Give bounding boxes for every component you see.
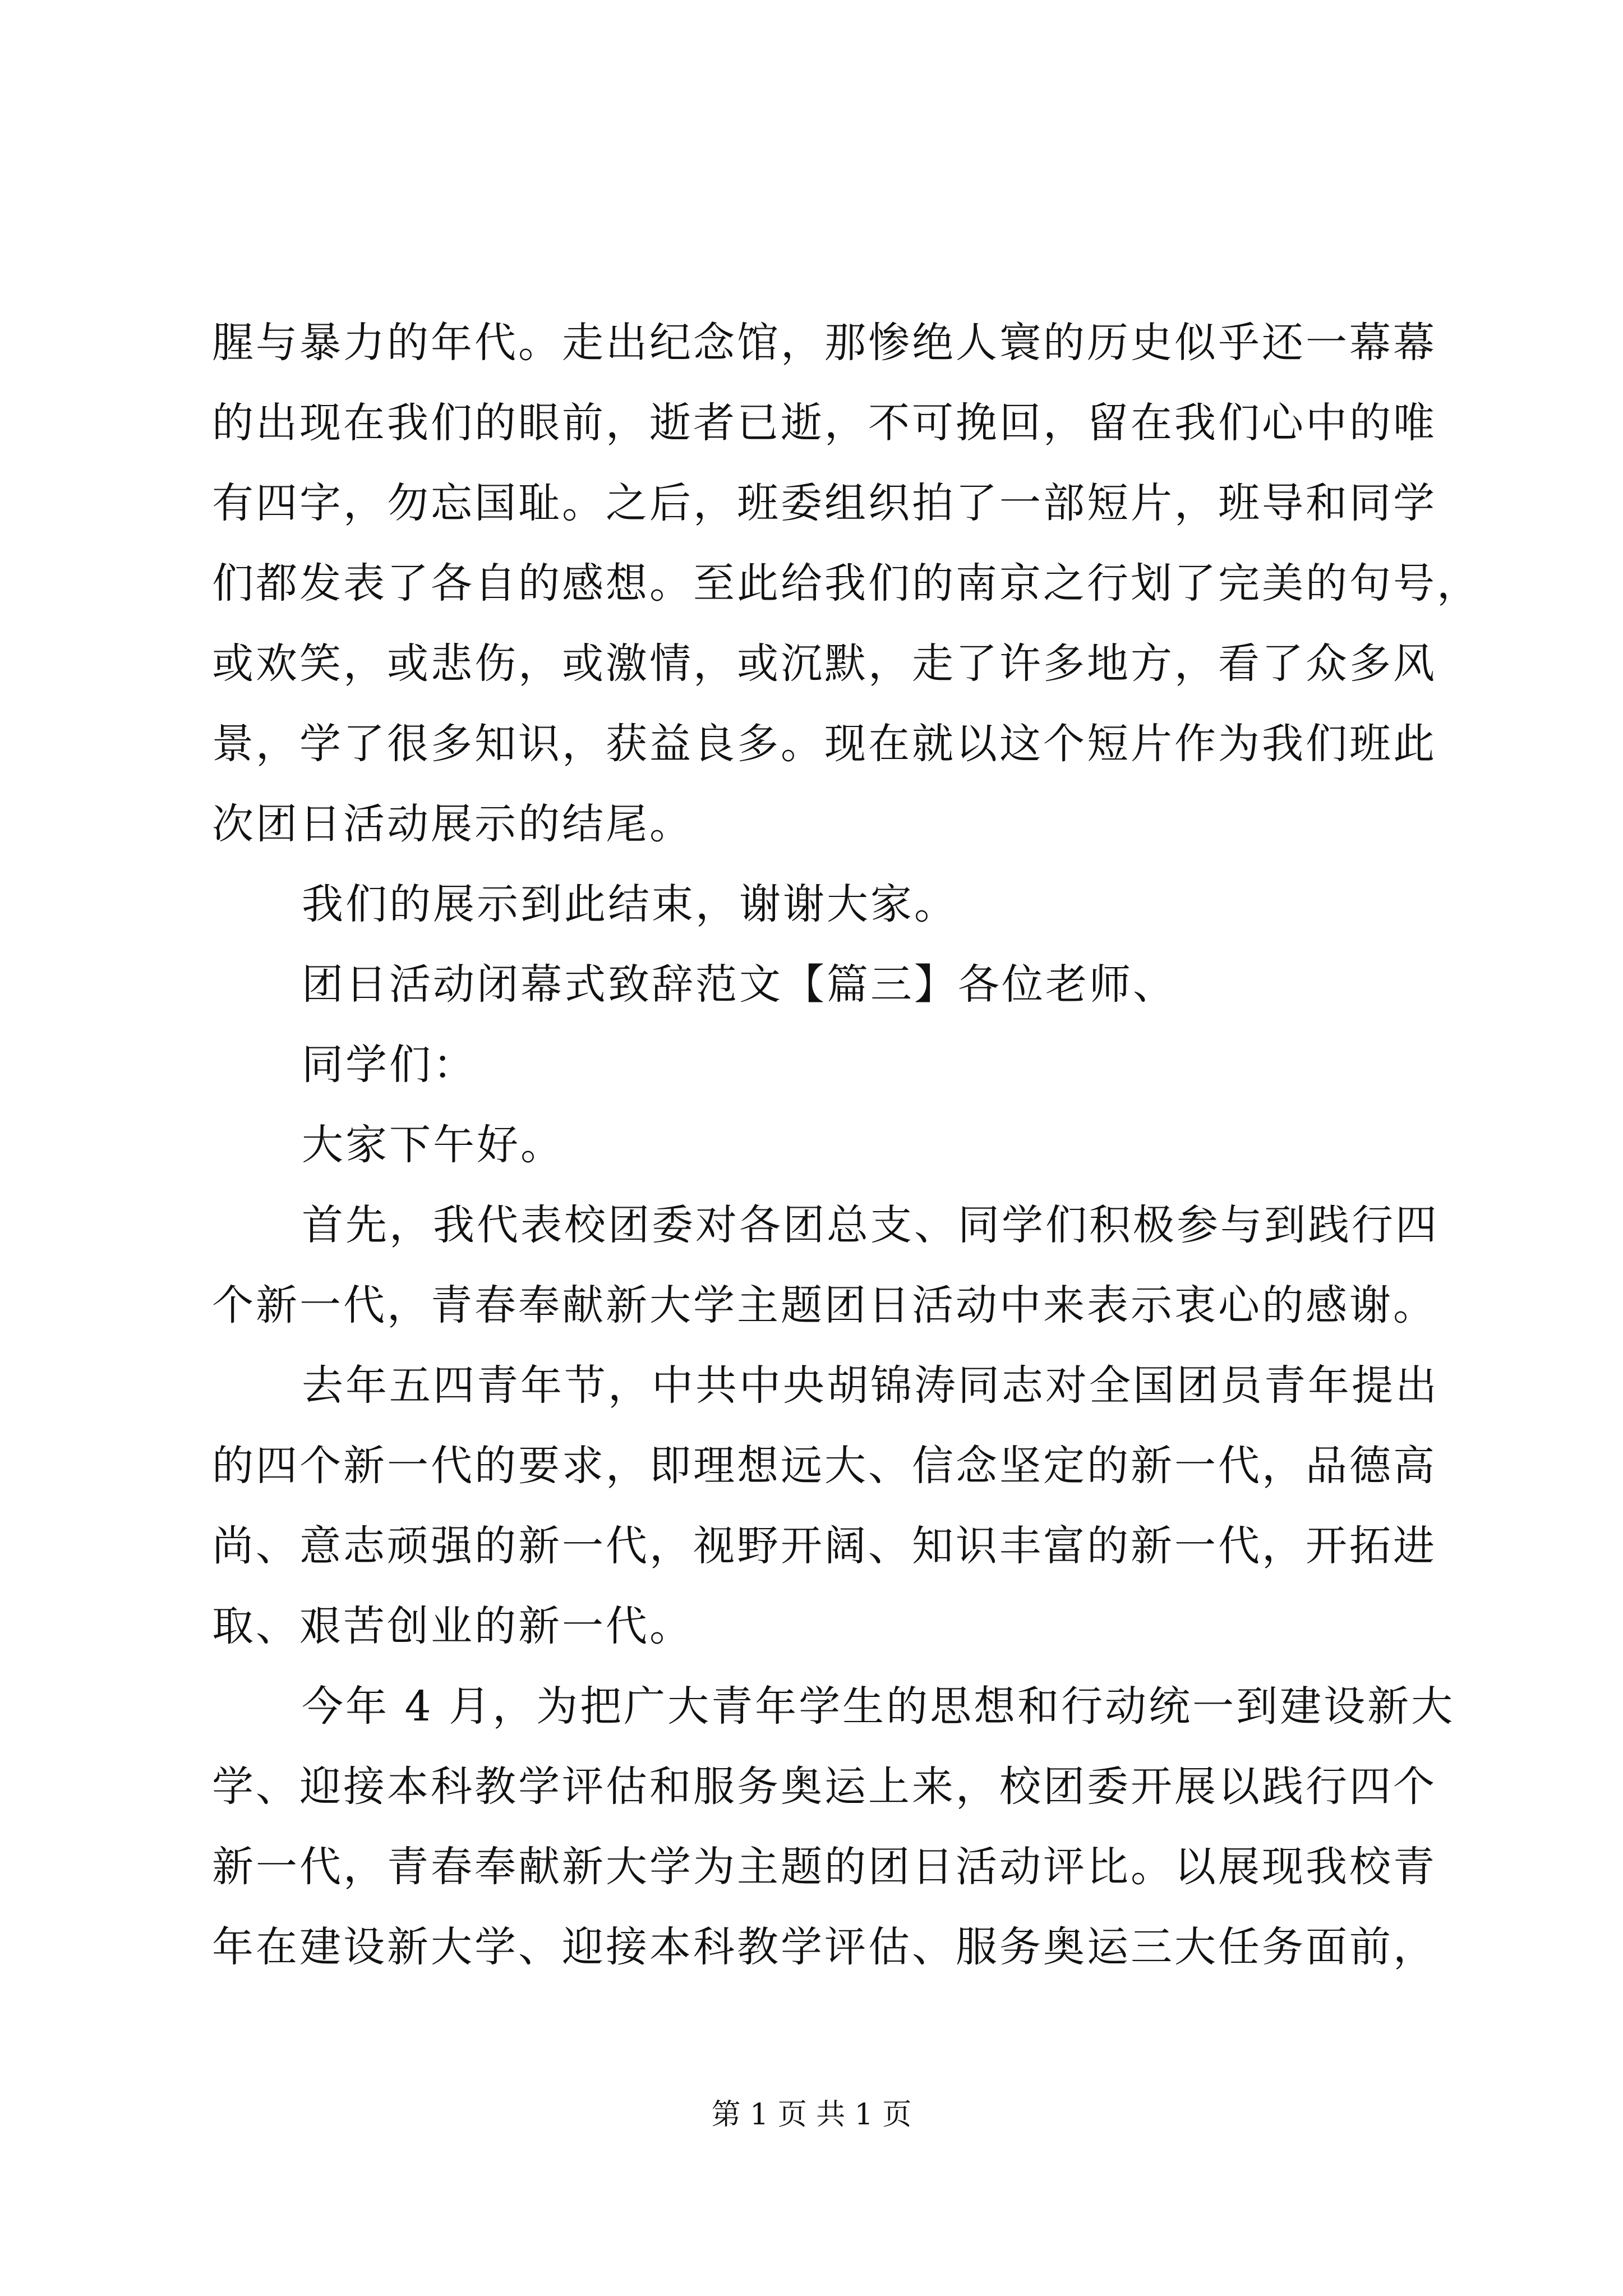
text-line: 腥与暴力的年代。走出纪念馆，那惨绝人寰的历史似乎还一幕幕 [212, 319, 1437, 367]
paragraph-first-line: 我们的展示到此结束，谢谢大家。 [302, 880, 958, 928]
text-line: 新一代，青春奉献新大学为主题的团日活动评比。以展现我校青 [212, 1843, 1437, 1891]
text-line: 们都发表了各自的感想。至此给我们的南京之行划了完美的句号， [212, 559, 1481, 608]
paragraph-first-line: 首先，我代表校团委对各团总支、同学们积极参与到践行四 [302, 1201, 1439, 1249]
text-line: 的出现在我们的眼前，逝者已逝，不可挽回，留在我们心中的唯 [212, 399, 1437, 447]
text-line: 个新一代，青春奉献新大学主题团日活动中来表示衷心的感谢。 [212, 1281, 1437, 1329]
document-body [212, 303, 1481, 1987]
text-line: 尚、意志顽强的新一代，视野开阔、知识丰富的新一代，开拓进 [212, 1522, 1437, 1570]
text-line: 次团日活动展示的结尾。 [212, 800, 693, 848]
text-line: 学、迎接本科教学评估和服务奥运上来，校团委开展以践行四个 [212, 1763, 1437, 1811]
text-line: 景，学了很多知识，获益良多。现在就以这个短片作为我们班此 [212, 720, 1437, 768]
text-line: 取、艰苦创业的新一代。 [212, 1602, 693, 1650]
paragraph-first-line: 今年 4 月，为把广大青年学生的思想和行动统一到建设新大 [302, 1682, 1455, 1731]
text-line: 有四字，勿忘国耻。之后，班委组织拍了一部短片，班导和同学 [212, 479, 1437, 527]
salutation-line: 同学们： [302, 1041, 477, 1089]
paragraph-first-line: 去年五四青年节，中共中央胡锦涛同志对全国团员青年提出 [302, 1361, 1439, 1410]
page-number-footer: 第 1 页 共 1 页 [711, 2098, 912, 2132]
text-line: 年在建设新大学、迎接本科教学评估、服务奥运三大任务面前， [212, 1923, 1437, 1971]
section-heading: 团日活动闭幕式致辞范文【篇三】各位老师、 [302, 960, 1177, 1009]
text-line: 的四个新一代的要求，即理想远大、信念坚定的新一代，品德高 [212, 1442, 1437, 1490]
greeting-line: 大家下午好。 [302, 1121, 564, 1169]
text-line: 或欢笑，或悲伤，或激情，或沉默，走了许多地方，看了众多风 [212, 639, 1437, 688]
